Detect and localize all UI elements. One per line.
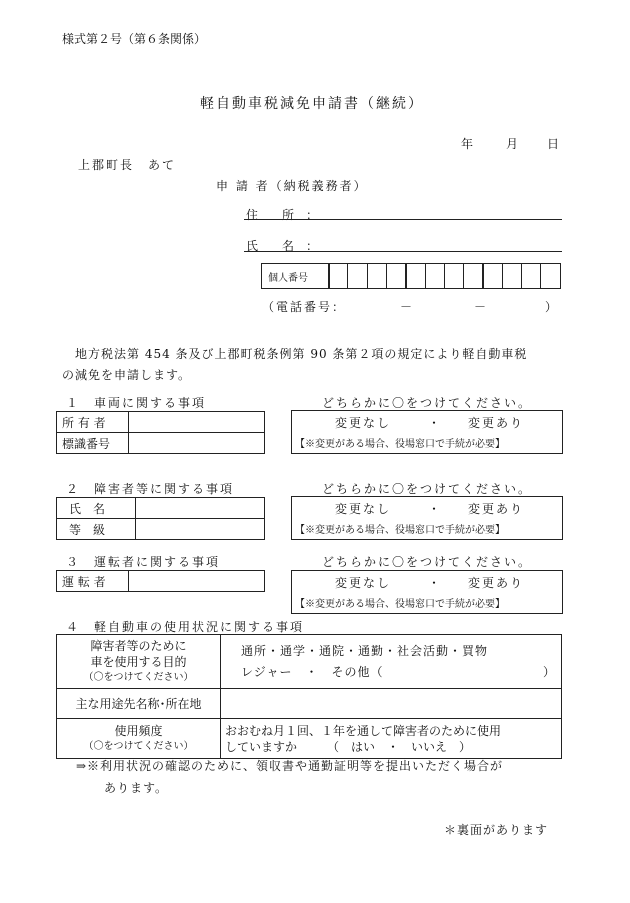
section-3-instruction: どちらかに〇をつけてください。 [322,555,533,569]
section-3-table [56,570,265,592]
change-none-option[interactable]: 変更なし [335,502,392,516]
change-separator: ・ [428,416,441,430]
change-separator: ・ [428,576,441,590]
individual-number-digit-2[interactable] [347,264,366,288]
section-1-table [56,411,265,454]
section-4-title: ４ 軽自動車の使用状況に関する事項 [66,620,305,634]
individual-number-digit-1[interactable] [328,264,347,288]
individual-number-digit-12[interactable] [540,264,559,288]
grade-field[interactable] [136,519,265,540]
change-yes-option[interactable]: 変更あり [468,502,525,516]
individual-number-digit-6[interactable] [425,264,444,288]
section-2-table [56,497,265,540]
frequency-text-line-2[interactable]: していますか （ はい ・ いいえ ） [225,740,472,754]
back-side-note: ＊裏面があります [444,823,549,837]
change-yes-option[interactable]: 変更あり [468,416,525,430]
change-yes-option[interactable]: 変更あり [468,576,525,590]
purpose-options-close: ） [543,665,556,679]
phone-label: （電話番号： [262,300,347,314]
disabled-name-field[interactable] [136,498,265,519]
individual-number-digit-3[interactable] [367,264,386,288]
section-1-title: １ 車両に関する事項 [66,396,207,410]
addressee: 上郡町長 あて [78,158,177,172]
frequency-label-cell [57,719,221,759]
section-3-title: ３ 運転者に関する事項 [66,555,221,569]
section-2-change-box [291,496,563,540]
frequency-text-line-1: おおむね月１回、１年を通して障害者のために使用 [225,724,502,738]
form-reference: 様式第２号（第６条関係） [62,32,207,46]
note-line-1: ⇒※利用状況の確認のために、領収書や通勤証明等を提出いただく場合が [76,759,504,773]
change-note: 【※変更がある場合、役場窓口で手続が必要】 [295,439,505,450]
purpose-options-line-2[interactable]: レジャー ・ その他（ [241,665,384,679]
disabled-name-label: 氏 名 [57,498,136,519]
date-year-label: 年 [461,137,474,151]
individual-number-digit-7[interactable] [444,264,463,288]
purpose-label-line-1: 障害者等のために [90,638,187,653]
change-none-option[interactable]: 変更なし [335,576,392,590]
phone-close: ） [545,300,558,314]
change-note: 【※変更がある場合、役場窓口で手続が必要】 [295,525,505,536]
driver-label: 運 転 者 [57,571,129,592]
individual-number-digit-5[interactable] [405,264,424,288]
date-month-label: 月 [506,137,519,151]
driver-field[interactable] [129,571,265,592]
change-note: 【※変更がある場合、役場窓口で手続が必要】 [295,599,505,610]
phone-dash-1: － [400,300,413,314]
name-label: 氏 名 ： [246,239,319,253]
change-none-option[interactable]: 変更なし [335,416,392,430]
section-4-table [56,634,562,759]
intro-line-1: 地方税法第 454 条及び上郡町税条例第 90 条第２項の規定により軽自動車税 [62,347,528,361]
purpose-label-line-3: （〇をつけてください） [83,671,194,683]
page-title: 軽自動車税減免申請書（継続） [200,96,424,112]
intro-line-2: の減免を申請します。 [62,368,192,382]
purpose-options-line-1[interactable]: 通所・通学・通院・通勤・社会活動・買物 [241,644,489,658]
change-separator: ・ [428,502,441,516]
section-3-change-box [291,570,563,614]
name-field[interactable] [244,251,562,252]
section-1-instruction: どちらかに〇をつけてください。 [322,396,533,410]
individual-number-digit-4[interactable] [386,264,405,288]
note-line-2: あります。 [104,781,169,795]
applicant-heading: 申 請 者（納税義務者） [216,179,368,193]
destination-field[interactable] [221,689,562,719]
section-2-instruction: どちらかに〇をつけてください。 [322,482,533,496]
section-1-change-box [291,410,563,454]
individual-number-digit-9[interactable] [482,264,501,288]
frequency-cell[interactable] [221,719,562,759]
address-field[interactable] [244,219,562,220]
individual-number-grid [261,263,561,289]
frequency-label-line-2: （〇をつけてください） [83,740,194,752]
phone-dash-2: － [474,300,487,314]
section-2-title: ２ 障害者等に関する事項 [66,482,235,496]
individual-number-digit-8[interactable] [463,264,482,288]
individual-number-digit-11[interactable] [521,264,540,288]
frequency-label-line-1: 使用頻度 [114,723,163,738]
destination-label: 主な用途先名称･所在地 [57,689,221,719]
purpose-label-cell [57,635,221,689]
grade-label: 等 級 [57,519,136,540]
address-label: 住 所 ： [246,208,319,222]
plate-number-label: 標識番号 [57,433,129,454]
individual-number-digit-10[interactable] [502,264,521,288]
purpose-label-line-2: 車を使用する目的 [90,654,187,669]
individual-number-label: 個人番号 [268,273,308,284]
plate-number-field[interactable] [129,433,265,454]
date-day-label: 日 [547,137,560,151]
owner-label: 所 有 者 [57,412,129,433]
purpose-options-cell[interactable] [221,635,562,689]
owner-field[interactable] [129,412,265,433]
